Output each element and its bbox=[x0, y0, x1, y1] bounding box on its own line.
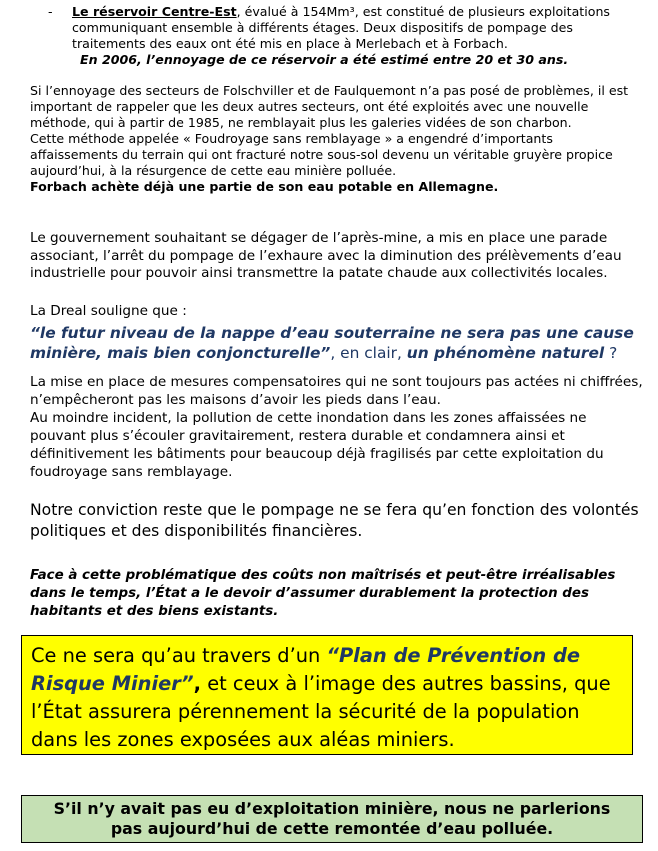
yellow-part3: , bbox=[193, 672, 202, 695]
paragraph-dreal: La Dreal souligne que : bbox=[30, 303, 187, 319]
dreal-quote bbox=[30, 323, 646, 363]
paragraph1-bold: Forbach achète déjà une partie de son eau potable en Allemagne. bbox=[30, 179, 499, 194]
bullet-content bbox=[72, 4, 640, 68]
bullet-title: Le réservoir Centre-Est bbox=[72, 4, 237, 19]
quote-part3: un phénomène naturel bbox=[406, 344, 605, 362]
bullet-note: En 2006, l’ennoyage de ce réservoir a été estimé entre 20 et 30 ans. bbox=[80, 52, 569, 67]
paragraph1-line2: Cette méthode appelée « Foudroyage sans remblayage » a engendré d’importants affaissements du terrain qui ont fracturé notre sous-sol devenu un véritable gruyère propice aujourd’hui, à la résurgence de cette eau minière polluée. bbox=[30, 131, 613, 178]
paragraph-problematique: Face à cette problématique des coûts non maîtrisés et peut-être irréalisables dans le temps, l’État a le devoir d’assumer durablement la protection des habitants et des biens existants. bbox=[30, 568, 616, 619]
paragraph-conviction: Notre conviction reste que le pompage ne se fera qu’en fonction des volontés politiques et des disponibilités financières. bbox=[30, 501, 639, 540]
quote-part4: ? bbox=[604, 344, 618, 362]
bullet-text: , évalué à 154Mm³, est constitué de plusieurs exploitations communiquant ensemble à différents étages. Deux dispositifs de pompage des traitements des eaux ont été mis en place à Merlebach et à Forbach. bbox=[72, 4, 610, 51]
bullet-dash: - bbox=[48, 4, 53, 19]
yellow-part1: Ce ne sera qu’au travers d’un bbox=[31, 644, 327, 667]
quote-part1: “le futur niveau de la nappe d’eau souterraine ne sera pas une cause minière, mais bien conjoncturelle” bbox=[30, 324, 634, 362]
highlight-box-plan-prevention bbox=[21, 635, 633, 755]
quote-part2: , en clair, bbox=[330, 344, 407, 362]
paragraph-foudroyage bbox=[30, 83, 642, 195]
green-line1: S’il n’y avait pas eu d’exploitation minière, nous ne parlerions bbox=[53, 799, 611, 818]
paragraph1-line1: Si l’ennoyage des secteurs de Folschviller et de Faulquemont n’a pas posé de problèmes, il est important de rappeler que les deux autres secteurs, ont été exploités avec une nouvelle méthode, qui à partir de 1985, ne remblayait plus les galeries vidées de son charbon. bbox=[30, 83, 629, 130]
bullet-reservoir-centre-est bbox=[50, 4, 640, 68]
paragraph-gouvernement: Le gouvernement souhaitant se dégager de l’après-mine, a mis en place une parade associant, l’arrêt du pompage de l’exhaure avec la diminution des prélèvements d’eau industrielle pour pouvoir ainsi transmettre la patate chaude aux collectivités locales. bbox=[30, 230, 622, 281]
paragraph4-line1: La mise en place de mesures compensatoires qui ne sont toujours pas actées ni chiffrées, n’empêcheront pas les maisons d’avoir les pieds dans l’eau. bbox=[30, 374, 643, 408]
paragraph4-line2: Au moindre incident, la pollution de cette inondation dans les zones affaissées ne pouvant plus s’écouler gravitairement, restera durable et condamnera ainsi et définitivement les bâtiments pour beaucoup déjà fragilisés par cette exploitation du foudroyage sans remblayage. bbox=[30, 410, 604, 480]
green-line2: pas aujourd’hui de cette remontée d’eau polluée. bbox=[110, 819, 554, 838]
paragraph-mesures bbox=[30, 373, 646, 481]
yellow-part2: “Plan de Prévention de Risque Minier” bbox=[31, 644, 581, 695]
highlight-box-conclusion bbox=[21, 795, 643, 843]
yellow-part4: et ceux à l’image des autres bassins, que l’État assurera pérennement la sécurité de la population dans les zones exposées aux aléas miniers. bbox=[31, 672, 611, 751]
